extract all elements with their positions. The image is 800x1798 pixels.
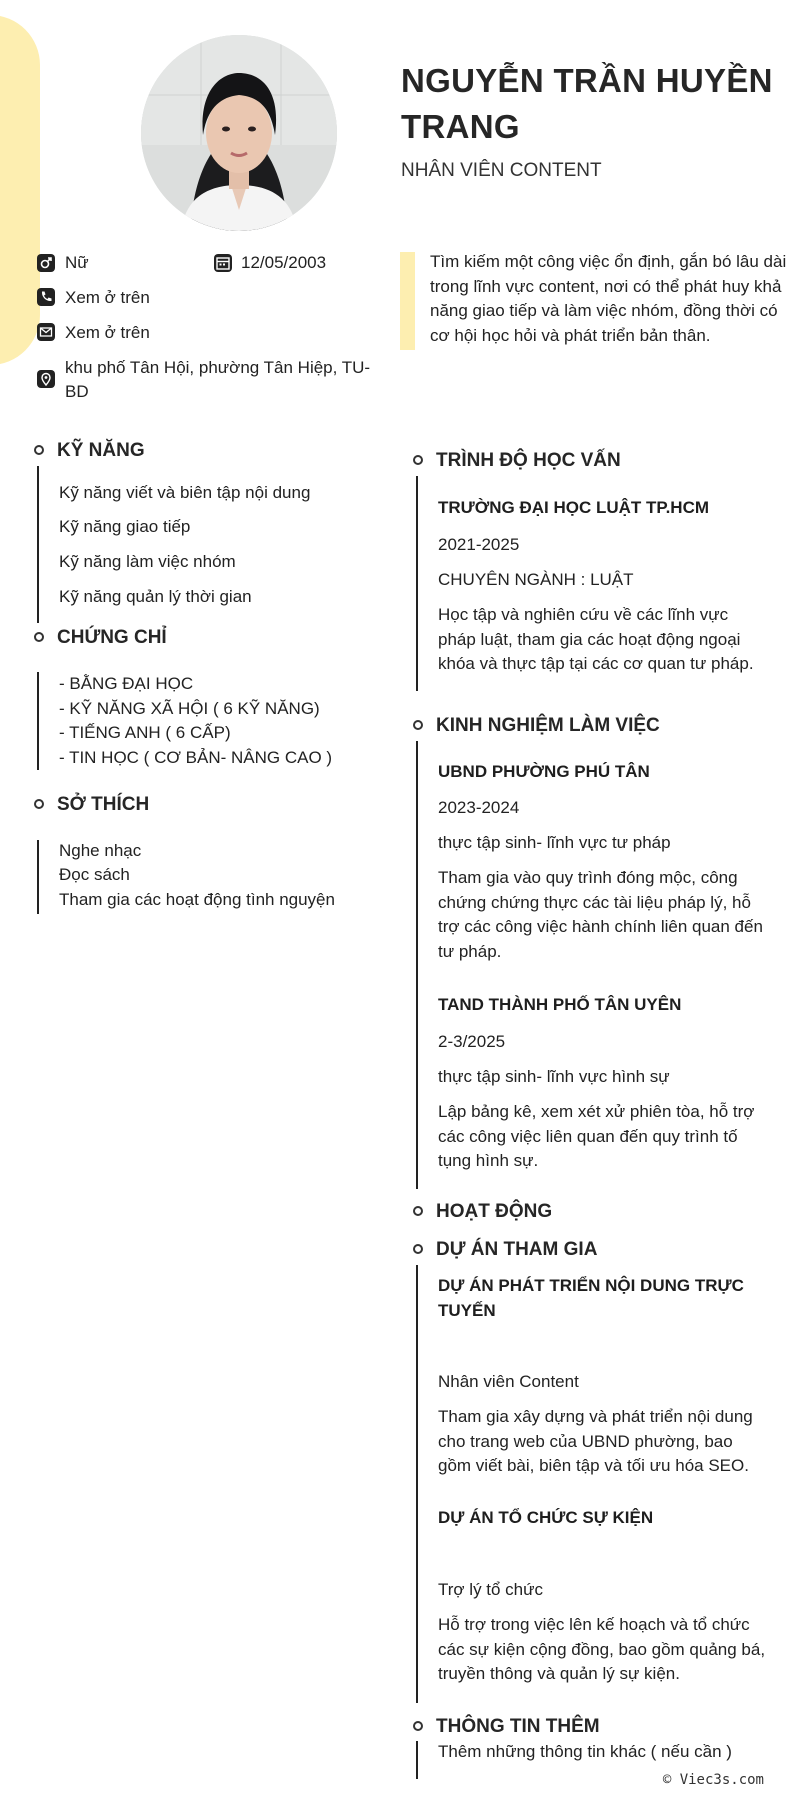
section-line bbox=[37, 466, 39, 623]
project-name: DỰ ÁN TỔ CHỨC SỰ KIỆN bbox=[438, 1508, 654, 1527]
phone-icon bbox=[37, 288, 55, 306]
job-description: Tham gia vào quy trình đóng mộc, công chứng chứng thực các tài liệu pháp lý, hỗ trợ các công việc hành chính liên quan đến tư pháp. bbox=[438, 868, 763, 961]
avatar bbox=[141, 35, 337, 231]
certificates-title: CHỨNG CHỈ bbox=[57, 627, 167, 648]
certificate-item: - BẰNG ĐẠI HỌC bbox=[59, 674, 194, 693]
skill-item: Kỹ năng quản lý thời gian bbox=[59, 587, 252, 606]
email-value: Xem ở trên bbox=[65, 323, 150, 342]
section-bullet bbox=[413, 720, 423, 730]
gender-icon bbox=[37, 254, 55, 272]
phone-value: Xem ở trên bbox=[65, 288, 150, 307]
section-bullet bbox=[413, 455, 423, 465]
skill-item: Kỹ năng viết và biên tập nội dung bbox=[59, 483, 311, 502]
job-title: NHÂN VIÊN CONTENT bbox=[401, 160, 602, 181]
hobby-item: Nghe nhạc bbox=[59, 841, 142, 860]
project-role: Nhân viên Content bbox=[438, 1372, 579, 1391]
job-role: thực tập sinh- lĩnh vực tư pháp bbox=[438, 833, 671, 852]
job-period: 2023-2024 bbox=[438, 798, 520, 817]
extra-title: THÔNG TIN THÊM bbox=[436, 1716, 600, 1737]
section-line bbox=[416, 476, 418, 691]
section-bullet bbox=[413, 1721, 423, 1731]
section-bullet bbox=[413, 1206, 423, 1216]
gender-value: Nữ bbox=[65, 253, 89, 272]
birthday-value: 12/05/2003 bbox=[241, 253, 327, 272]
section-line bbox=[416, 741, 418, 1189]
company-name: TAND THÀNH PHỐ TÂN UYÊN bbox=[438, 995, 682, 1014]
certificate-item: - KỸ NĂNG XÃ HỘI ( 6 KỸ NĂNG) bbox=[59, 699, 320, 718]
education-period: 2021-2025 bbox=[438, 535, 520, 554]
section-bullet bbox=[413, 1244, 423, 1254]
project-description: Hỗ trợ trong việc lên kế hoạch và tổ chức các sự kiện cộng đồng, bao gồm quảng bá, truyền thông và quản lý sự kiện. bbox=[438, 1615, 766, 1683]
hobbies-title: SỞ THÍCH bbox=[57, 794, 150, 815]
section-line bbox=[37, 672, 39, 770]
section-line bbox=[416, 1265, 418, 1703]
location-icon bbox=[37, 370, 55, 388]
section-bullet bbox=[34, 799, 44, 809]
job-period: 2-3/2025 bbox=[438, 1032, 506, 1051]
section-bullet bbox=[34, 632, 44, 642]
project-name: DỰ ÁN PHÁT TRIỂN NỘI DUNG TRỰC TUYẾN bbox=[438, 1276, 744, 1320]
address-value: khu phố Tân Hội, phường Tân Hiệp, TU-BD bbox=[65, 358, 371, 401]
project-description: Tham gia xây dựng và phát triển nội dung cho trang web của UBND phường, bao gồm viết bài, biên tập và tối ưu hóa SEO. bbox=[438, 1407, 753, 1475]
hobby-item: Đọc sách bbox=[59, 865, 130, 884]
calendar-icon bbox=[214, 254, 232, 272]
hobby-item: Tham gia các hoạt động tình nguyện bbox=[59, 890, 335, 909]
footer-credit: © Viec3s.com bbox=[662, 1772, 764, 1788]
education-description: Học tập và nghiên cứu về các lĩnh vực pháp luật, tham gia các hoạt động ngoại khóa và thực tập tại các cơ quan tư pháp. bbox=[438, 605, 754, 673]
certificate-item: - TIN HỌC ( CƠ BẢN- NÂNG CAO ) bbox=[59, 748, 333, 767]
activities-title: HOẠT ĐỘNG bbox=[436, 1201, 553, 1222]
skills-title: KỸ NĂNG bbox=[57, 440, 145, 461]
candidate-name: NGUYỄN TRẦN HUYỀN TRANG bbox=[401, 62, 773, 145]
school-name: TRƯỜNG ĐẠI HỌC LUẬT TP.HCM bbox=[438, 498, 710, 517]
section-bullet bbox=[34, 445, 44, 455]
projects-title: DỰ ÁN THAM GIA bbox=[436, 1239, 598, 1260]
career-objective: Tìm kiếm một công việc ổn định, gắn bó lâu dài trong lĩnh vực content, nơi có thể phát huy khả năng giao tiếp và làm việc nhóm, đồng thời có cơ hội học hỏi và phát triển bản thân. bbox=[430, 252, 787, 345]
education-title: TRÌNH ĐỘ HỌC VẤN bbox=[436, 450, 621, 471]
section-line bbox=[37, 840, 39, 914]
job-description: Lập bảng kê, xem xét xử phiên tòa, hỗ trợ các công việc liên quan đến quy trình tố tụng hình sự. bbox=[438, 1102, 755, 1170]
project-role: Trợ lý tổ chức bbox=[438, 1580, 544, 1599]
section-line bbox=[416, 1741, 418, 1779]
email-icon bbox=[37, 323, 55, 341]
accent-decoration bbox=[0, 15, 40, 365]
experience-title: KINH NGHIỆM LÀM VIỆC bbox=[436, 715, 660, 736]
job-role: thực tập sinh- lĩnh vực hình sự bbox=[438, 1067, 670, 1086]
skill-item: Kỹ năng làm việc nhóm bbox=[59, 552, 236, 571]
skill-item: Kỹ năng giao tiếp bbox=[59, 517, 191, 536]
objective-accent bbox=[400, 252, 415, 350]
education-major: CHUYÊN NGÀNH : LUẬT bbox=[438, 570, 634, 589]
company-name: UBND PHƯỜNG PHÚ TÂN bbox=[438, 762, 650, 781]
extra-text: Thêm những thông tin khác ( nếu cần ) bbox=[438, 1742, 732, 1761]
certificate-item: - TIẾNG ANH ( 6 CẤP) bbox=[59, 723, 231, 742]
